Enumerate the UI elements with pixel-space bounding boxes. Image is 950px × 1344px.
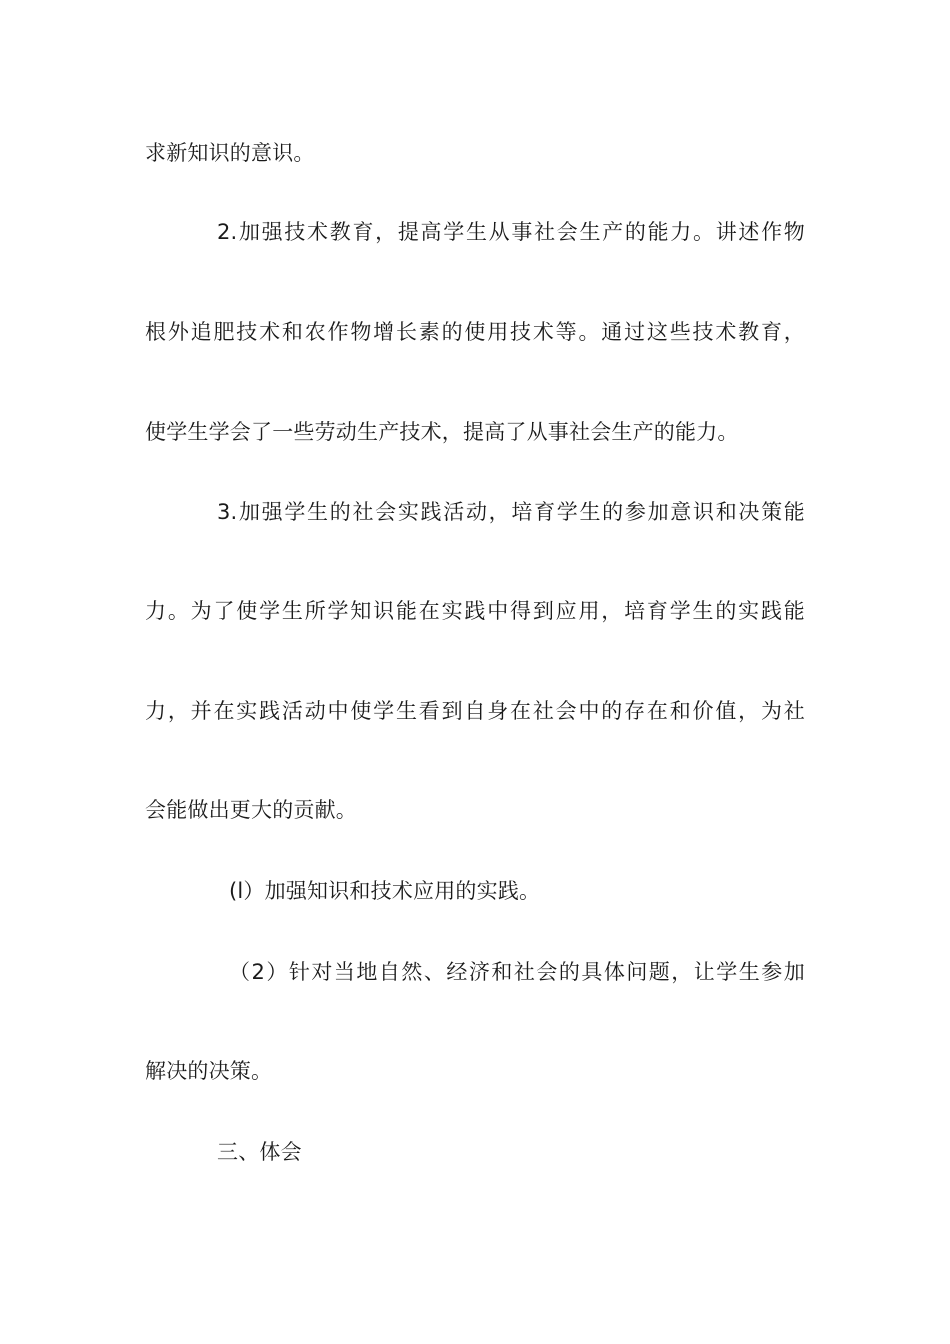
paragraph-line: 根外追肥技术和农作物增长素的使用技术等。通过这些技术教育， xyxy=(145,320,805,344)
paragraph-line: 求新知识的意识。 xyxy=(145,141,315,165)
paragraph-line: 使学生学会了一些劳动生产技术，提高了从事社会生产的能力。 xyxy=(145,420,739,444)
paragraph-line: 解决的决策。 xyxy=(145,1059,273,1083)
section-heading: 三、体会 xyxy=(217,1140,302,1164)
paragraph-line: 2.加强技术教育，提高学生从事社会生产的能力。讲述作物 xyxy=(217,220,805,244)
paragraph-line: 力。为了使学生所学知识能在实践中得到应用，培育学生的实践能 xyxy=(145,599,805,623)
list-item-1: (l）加强知识和技术应用的实践。 xyxy=(229,879,541,903)
paragraph-line: 3.加强学生的社会实践活动，培育学生的参加意识和决策能 xyxy=(217,500,805,524)
paragraph-line: 会能做出更大的贡献。 xyxy=(145,798,357,822)
paragraph-line: 力，并在实践活动中使学生看到自身在社会中的存在和价值，为社 xyxy=(145,699,805,723)
list-item-2: （2）针对当地自然、经济和社会的具体问题，让学生参加 xyxy=(229,960,805,984)
